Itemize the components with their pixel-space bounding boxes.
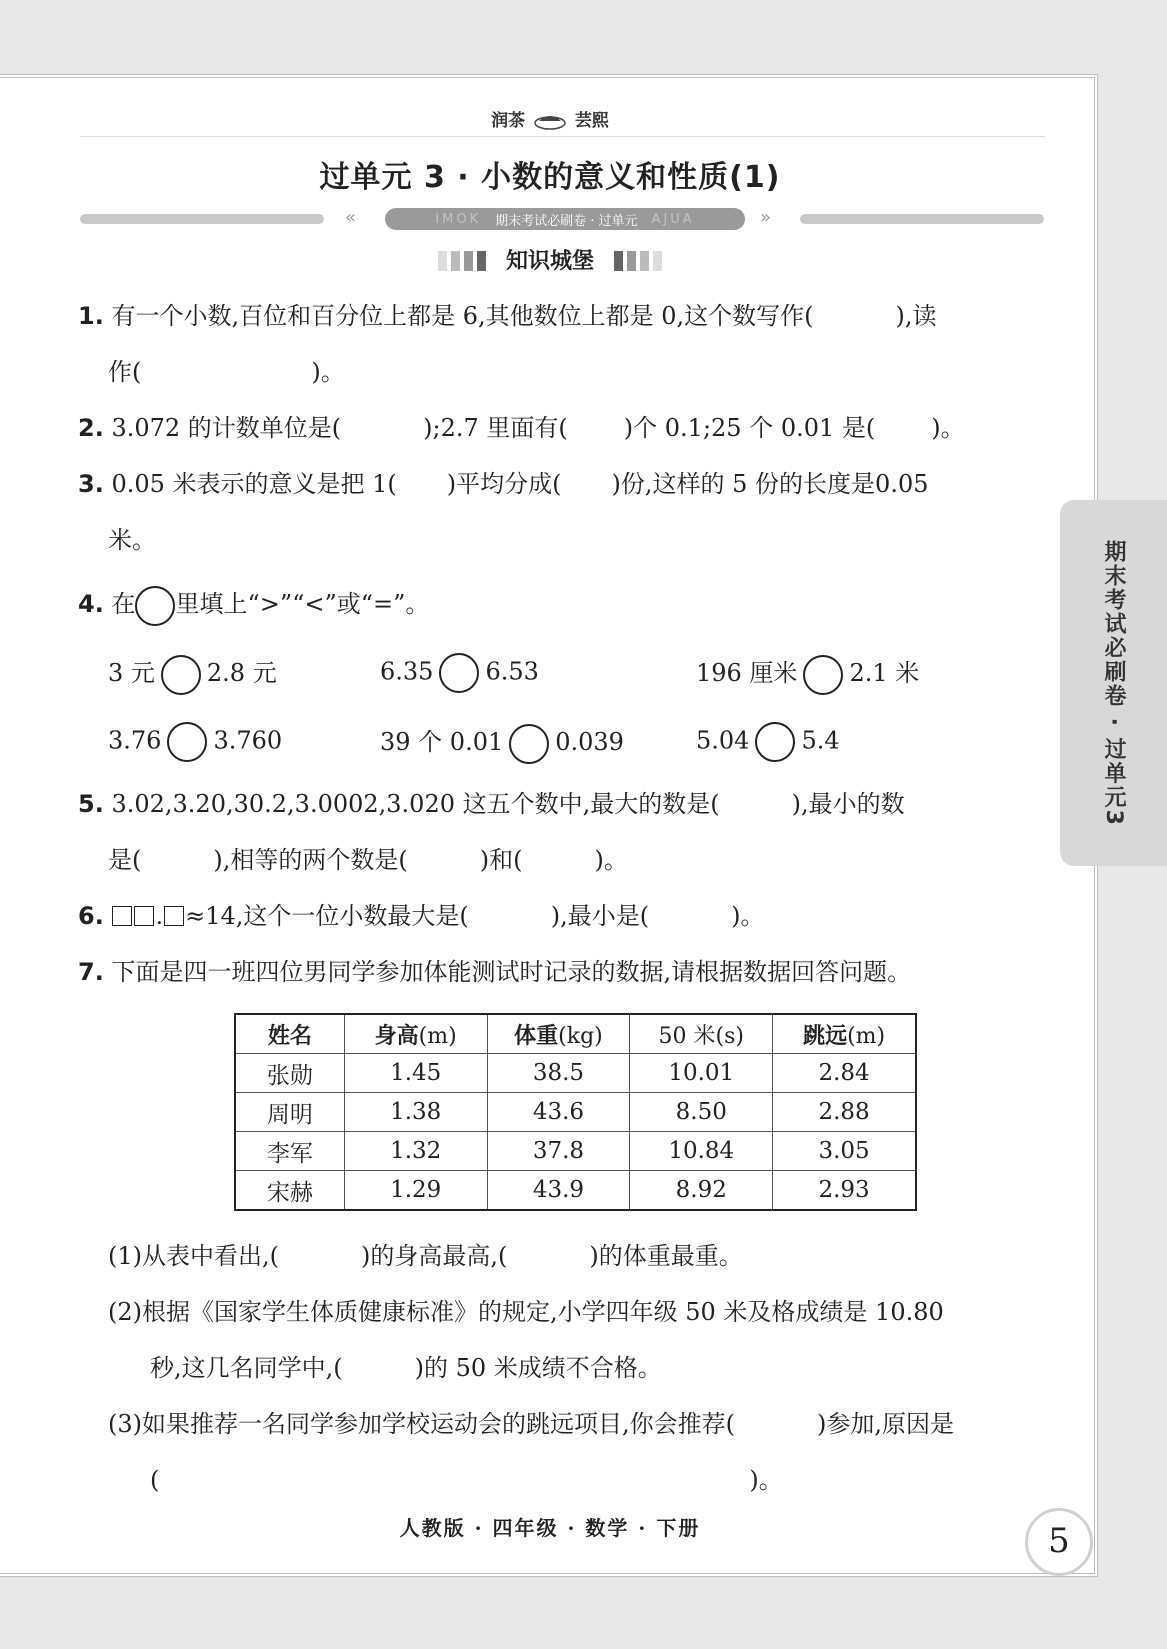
question-2: 2. 3.072 的计数单位是( );2.7 里面有( )个 0.1;25 个 0.01 是( )。 (78, 414, 965, 442)
series-label: 期末考试必刷卷 · 过单元 (495, 213, 638, 229)
page-title: 过单元 3 · 小数的意义和性质(1) (319, 160, 781, 195)
compare-circle[interactable] (161, 655, 201, 695)
question-3: 3. 0.05 米表示的意义是把 1( )平均分成( )份,这样的 5 份的长度是0.05 (78, 470, 929, 498)
table-header-row: 姓名 身高(m) 体重(kg) 50 米(s) 跳远(m) (235, 1014, 916, 1054)
sub-question-1: (1)从表中看出,( )的身高最高,( )的体重最重。 (108, 1242, 743, 1270)
compare-item: 39 个 0.01 0.039 (380, 722, 624, 764)
table-row: 宋赫 1.29 43.9 8.92 2.93 (235, 1171, 916, 1211)
question-1: 1. 有一个小数,百位和百分位上都是 6,其他数位上都是 0,这个数写作( ),读 (78, 302, 937, 330)
digit-box[interactable] (164, 906, 184, 926)
fitness-data-table (234, 1013, 917, 1211)
compare-circle[interactable] (509, 724, 549, 764)
book-edition-footer: 人教版 · 四年级 · 数学 · 下册 (399, 1516, 701, 1540)
compare-item: 6.35 6.53 (380, 653, 539, 693)
compare-item: 3 元 2.8 元 (108, 653, 277, 695)
question-3-cont: 米。 (108, 526, 156, 554)
question-5-cont: 是( ),相等的两个数是( )和( )。 (108, 846, 628, 874)
section-heading: 知识城堡 (0, 244, 1100, 275)
table-row: 周明 1.38 43.6 8.50 2.88 (235, 1093, 916, 1132)
question-5: 5. 3.02,3.20,30.2,3.0002,3.020 这五个数中,最大的数是( ),最小的数 (78, 790, 905, 818)
ribbon-bar-right (800, 214, 1044, 224)
compare-circle[interactable] (439, 653, 479, 693)
digit-box[interactable] (112, 906, 132, 926)
table-row: 张勋 1.45 38.5 10.01 2.84 (235, 1054, 916, 1093)
compare-circle[interactable] (755, 722, 795, 762)
sub-question-3-cont: ( )。 (150, 1466, 783, 1494)
table-row: 李军 1.32 37.8 10.84 3.05 (235, 1132, 916, 1171)
sub-question-2: (2)根据《国家学生体质健康标准》的规定,小学四年级 50 米及格成绩是 10.80 (108, 1298, 944, 1326)
question-1-cont: 作( )。 (108, 358, 345, 386)
circle-icon (135, 586, 175, 626)
compare-circle[interactable] (803, 655, 843, 695)
compare-item: 3.76 3.760 (108, 722, 282, 762)
compare-circle[interactable] (167, 722, 207, 762)
digit-box[interactable] (134, 906, 154, 926)
logo-emblem-icon (533, 111, 567, 131)
sub-question-3: (3)如果推荐一名同学参加学校运动会的跳远项目,你会推荐( )参加,原因是 (108, 1410, 954, 1438)
publisher-logo: 润茶 芸熙 (491, 111, 609, 131)
compare-item: 196 厘米 2.1 米 (696, 653, 919, 695)
series-ribbon: IMOK 期末考试必刷卷 · 过单元 AJUA (385, 208, 745, 230)
compare-item: 5.04 5.4 (696, 722, 840, 762)
question-4: 4. 在 里填上“>”“<”或“=”。 (78, 576, 1046, 632)
question-7: 7. 下面是四一班四位男同学参加体能测试时记录的数据,请根据数据回答问题。 (78, 958, 912, 986)
question-6: 6. . ≈14,这个一位小数最大是( ),最小是( )。 (78, 902, 765, 930)
sub-question-2-cont: 秒,这几名同学中,( )的 50 米成绩不合格。 (150, 1354, 662, 1382)
header-divider (80, 136, 1045, 137)
ribbon-bar-left (80, 214, 324, 224)
page-number: 5 (1025, 1508, 1093, 1576)
chapter-side-tab: 期末考试必刷卷 · 过单元3 (1060, 500, 1167, 866)
ribbon-arrow-right-icon: » (760, 207, 772, 228)
ribbon-arrow-left-icon: « (345, 207, 357, 228)
